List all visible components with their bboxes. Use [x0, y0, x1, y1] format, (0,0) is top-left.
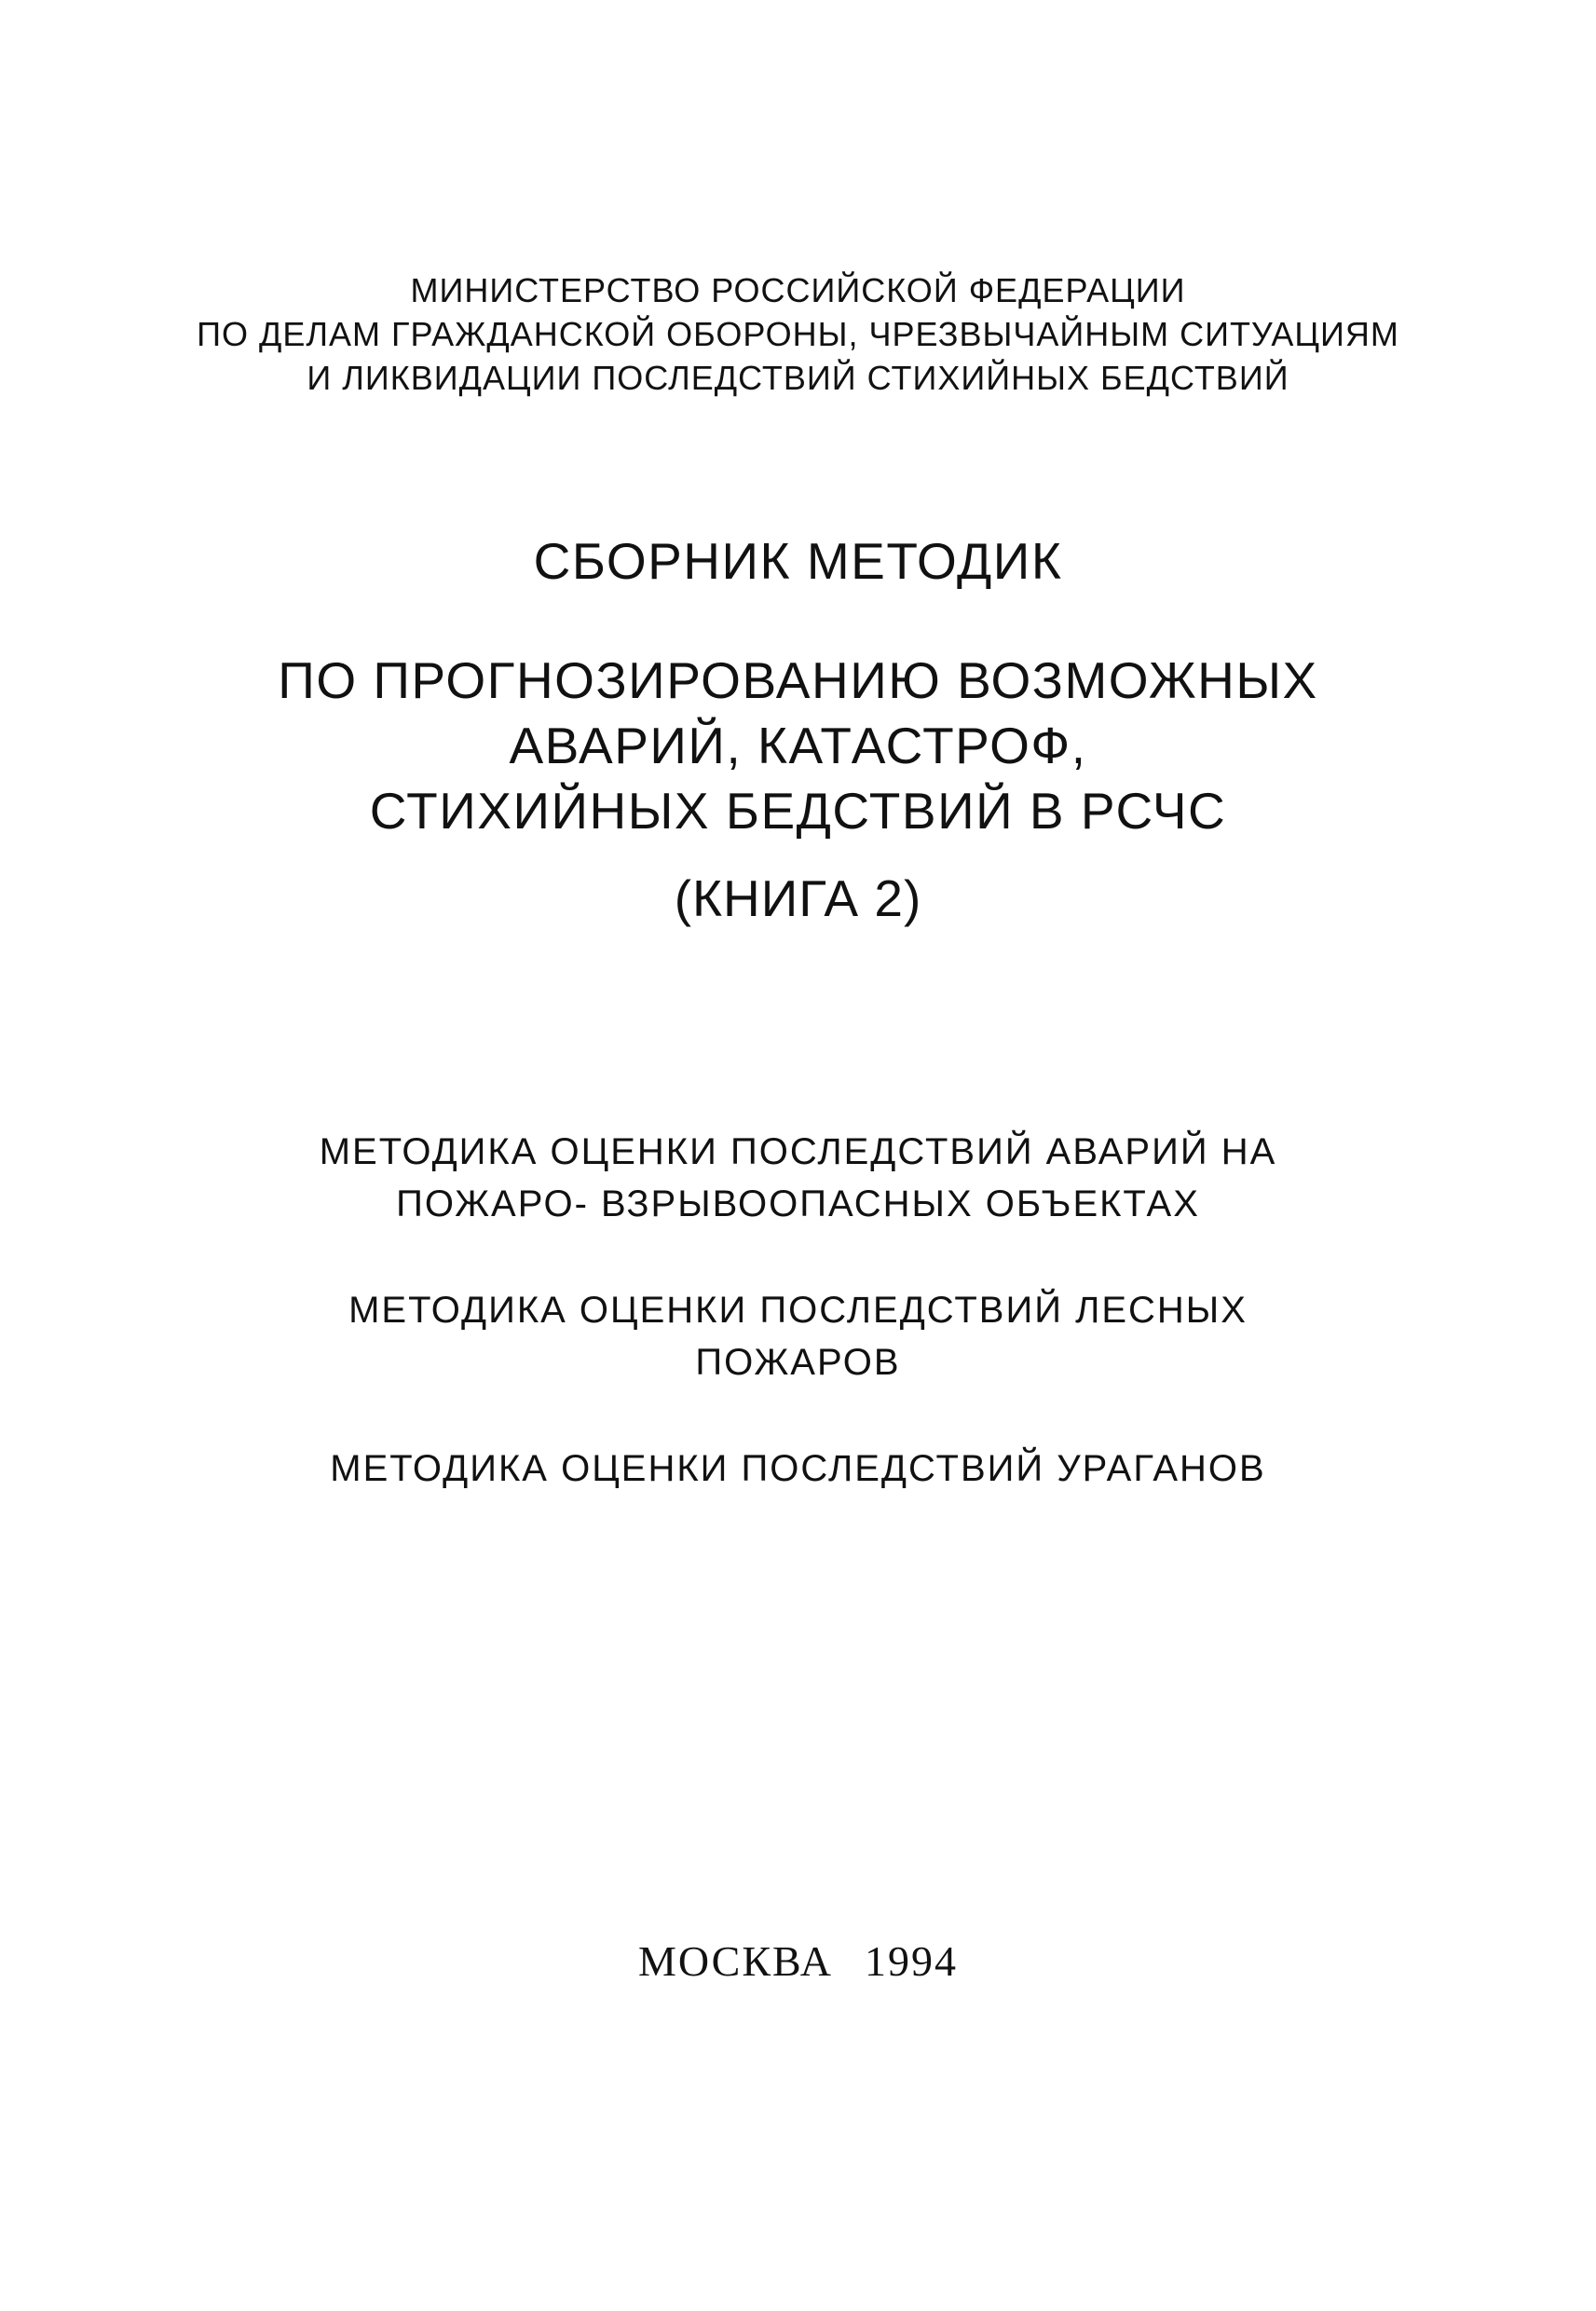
method-line: МЕТОДИКА ОЦЕНКИ ПОСЛЕДСТВИЙ УРАГАНОВ	[330, 1448, 1266, 1489]
ministry-line: МИНИСТЕРСТВО РОССИЙСКОЙ ФЕДЕРАЦИИ	[410, 271, 1186, 309]
method-item	[0, 1443, 1596, 1495]
method-line: ПОЖАРО- ВЗРЫВООПАСНЫХ ОБЪЕКТАХ	[396, 1183, 1200, 1224]
publication-year: 1994	[865, 1937, 959, 1985]
method-line: ПОЖАРОВ	[695, 1342, 901, 1383]
collection-title-text: СБОРНИК МЕТОДИК	[533, 532, 1063, 590]
subject-line: ПО ПРОГНОЗИРОВАНИЮ ВОЗМОЖНЫХ	[278, 651, 1318, 709]
ministry-header	[0, 268, 1596, 400]
ministry-line: ПО ДЕЛАМ ГРАЖДАНСКОЙ ОБОРОНЫ, ЧРЕЗВЫЧАЙНЫМ СИТУАЦИЯМ	[197, 315, 1399, 353]
method-line: МЕТОДИКА ОЦЕНКИ ПОСЛЕДСТВИЙ ЛЕСНЫХ	[348, 1290, 1248, 1331]
collection-title	[0, 529, 1596, 593]
method-line: МЕТОДИКА ОЦЕНКИ ПОСЛЕДСТВИЙ АВАРИЙ НА	[319, 1131, 1277, 1172]
book-number	[0, 867, 1596, 930]
publication-city: МОСКВА	[637, 1937, 834, 1985]
publication-place-year	[0, 1934, 1596, 1990]
ministry-line: И ЛИКВИДАЦИИ ПОСЛЕДСТВИЙ СТИХИЙНЫХ БЕДСТВИЙ	[307, 359, 1289, 397]
method-item	[0, 1284, 1596, 1388]
subject-line: АВАРИЙ, КАТАСТРОФ,	[509, 717, 1087, 774]
subject-line: СТИХИЙНЫХ БЕДСТВИЙ В РСЧС	[369, 782, 1227, 840]
method-item	[0, 1126, 1596, 1230]
subject-title	[0, 648, 1596, 843]
methods-list	[0, 1126, 1596, 1549]
book-number-text: (КНИГА 2)	[674, 869, 922, 927]
